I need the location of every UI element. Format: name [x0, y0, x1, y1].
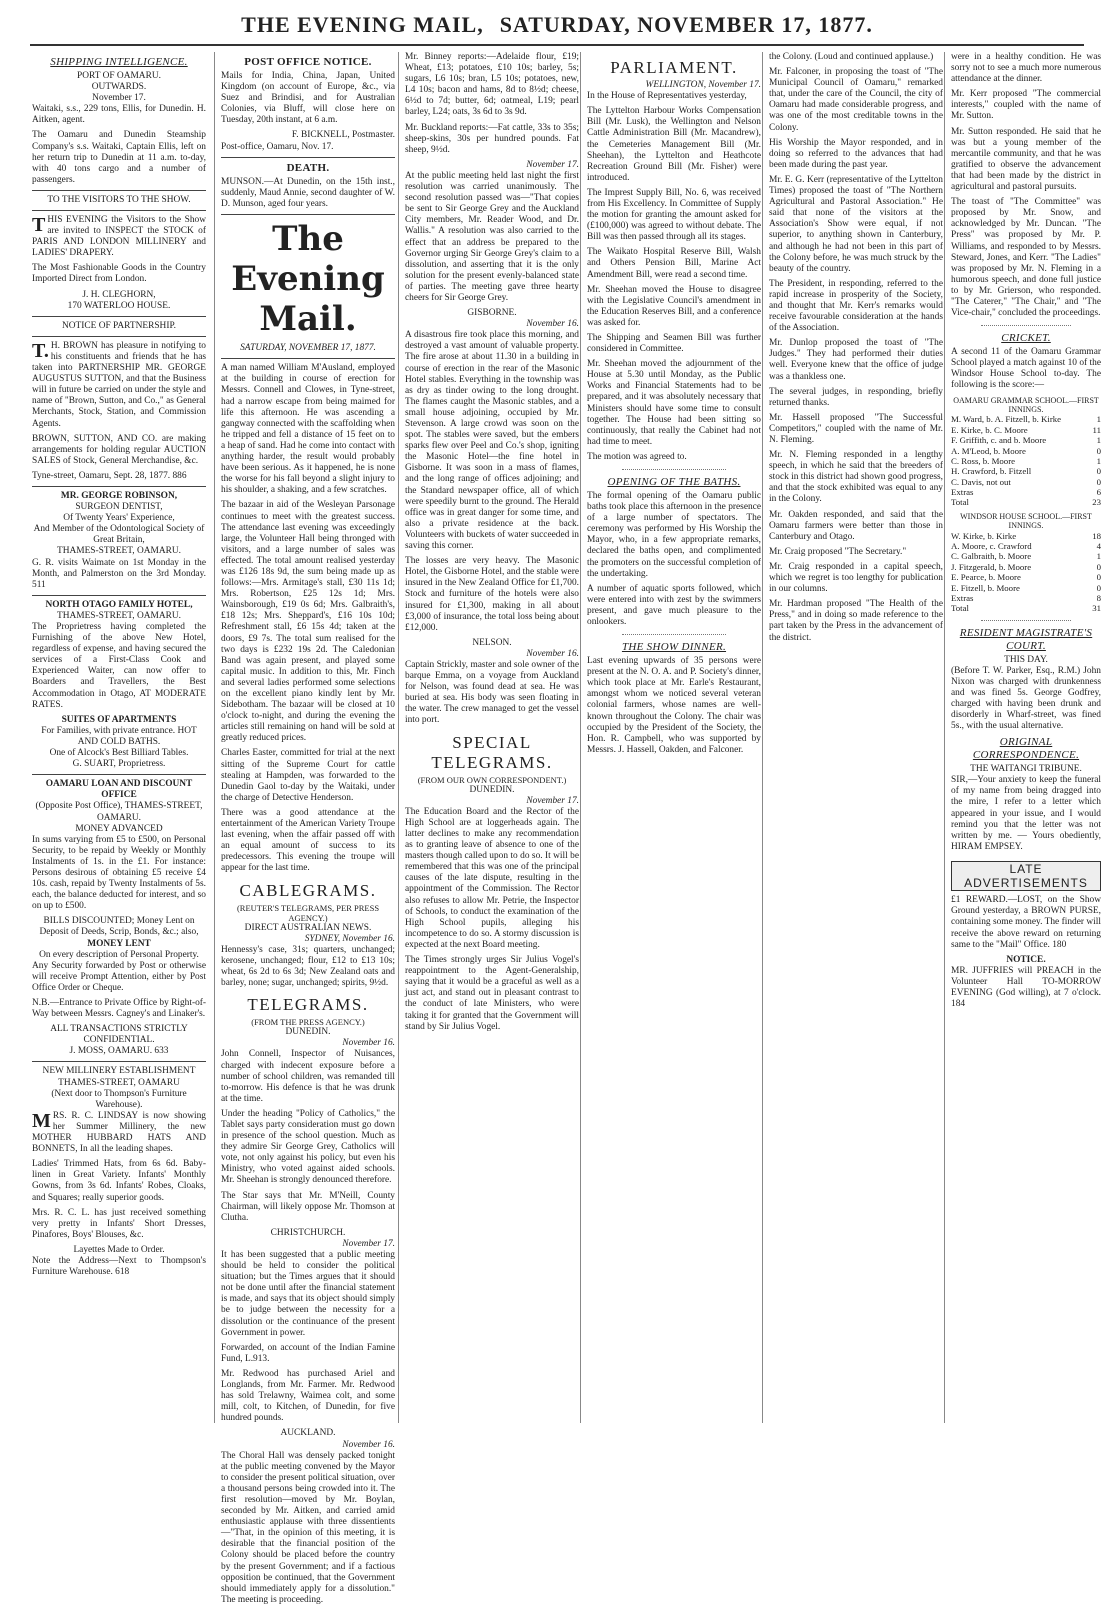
cablegrams-date: SYDNEY, November 16. — [304, 933, 395, 944]
toasts-para-3: His Worship the Mayor responded, and in doing so referred to the advances that had been made during the past year. — [769, 137, 943, 170]
dinner-heading: THE SHOW DINNER. — [621, 641, 727, 654]
parliament-para-1: In the House of Representatives yesterday, — [587, 91, 747, 102]
shipping-outwards: OUTWARDS. — [91, 82, 147, 93]
post-address: Post-office, Oamaru, Nov. 17. — [221, 141, 334, 152]
telegrams-dunedin-body-2: Under the heading "Policy of Catholics," the Tablet says party consideration must go down in presence of the school question. Much as they admire Sir George Grey, Catholics will vote, not only against his policy, but even his Ministry, who voted against aided schools. Mr. Sheehan is strongly denounced therefore. — [221, 1108, 395, 1186]
loan-lent-2: On every description of Personal Property. — [39, 949, 199, 960]
death-heading: DEATH. — [286, 161, 330, 174]
loan-money: MONEY ADVANCED — [75, 823, 163, 834]
baths-heading: OPENING OF THE BATHS. — [607, 476, 741, 489]
editorial-banner: The Evening Mail. — [231, 218, 385, 340]
batsman-runs: 1 — [1096, 551, 1101, 562]
divider — [981, 620, 1071, 621]
batsman-name: W. Kirke, b. Kirke — [951, 530, 1017, 541]
telegrams-auckland-date: November 16. — [342, 1439, 395, 1450]
masthead — [30, 12, 1084, 38]
special-body: The Education Board and the Rector of the High School are at loggerheads again. The latter declines to make any recommendation as to granting leave of absence to one of the masters though called upon to do so. It will be remembered that this was one of the principal causes of the late dispute, resulting in the appointment of the Commission. The Rector also refuses to allow Mr. Petrie, the Inspector of Schools, to conduct the examination of the High School pupils, alleging his incompetence to do so. A stormy discussion is expected at the next Board meeting. — [405, 806, 579, 950]
batsman-name: C. Ross, b. Moore — [951, 455, 1016, 466]
post-body: Mails for India, China, Japan, United Kingdom (on account of Europe, &c., via Suez and Brindisi, and for Australian Colonies, via Bluff, will close here on Tuesday, 20th instant, at 6 a.m. — [221, 70, 395, 126]
masthead-rule — [30, 44, 1084, 46]
batsman-runs: 1 — [1096, 435, 1101, 446]
partnership-heading: NOTICE OF PARTNERSHIP. — [62, 320, 176, 331]
col6-para-2: Mr. Kerr proposed "The commercial interests," coupled with the name of Mr. Sutton. — [951, 89, 1101, 122]
millinery-name: NEW MILLINERY ESTABLISHMENT — [42, 1066, 196, 1077]
divider — [622, 469, 726, 470]
parliament-heading: PARLIAMENT. — [610, 58, 738, 77]
batsman-runs: 8 — [1096, 592, 1101, 603]
score-row — [951, 425, 1101, 435]
batsman-runs: 11 — [1092, 424, 1101, 435]
post-signature: F. BICKNELL, Postmaster. — [291, 130, 395, 141]
batsman-runs: 23 — [1092, 497, 1101, 508]
cablegrams-body: Hennessy's case, 31s; quarters, unchanged; kerosene, unchanged; flour, £12 to £13 10s; wheat, 6s 2d to 6s 3d; New Zealand oats and barley, none; sugar, unchanged; spirits, 9½d. — [221, 944, 395, 989]
partnership-body: T.H. BROWN has pleasure in notifying to his constituents and friends that he has taken into PARTNERSHIP MR. GEORGE AUGUSTUS SUTTON, and that the Business will in future be carried on under the style and name of "Brown, Sutton, and Co.," as General Merchants, Stock, Station, and Commission Agents. — [32, 339, 206, 429]
shipping-line-2: The Oamaru and Dunedin Steamship Company's s.s. Waitaki, Captain Ellis, left on her return trip to Dunedin at 11 a.m. to-day, with 40 tons cargo and a number of passengers. — [32, 130, 206, 185]
score-row — [951, 583, 1101, 593]
parliament-para-5: Mr. Sheehan moved the House to disagree with the Legislative Council's amendment in the Education Reserves Bill, and a conference was asked for. — [587, 284, 761, 328]
gisborne-heading: GISBORNE. — [467, 308, 517, 319]
partnership-address: Tyne-street, Oamaru, Sept. 28, 1877. 886 — [32, 470, 187, 481]
score-row — [951, 497, 1101, 507]
death-body: MUNSON.—At Dunedin, on the 15th inst., suddenly, Maud Annie, second daughter of W. D. Munson, aged four years. — [221, 176, 395, 209]
hotel-name: NORTH OTAGO FAMILY HOTEL, — [45, 599, 193, 610]
telegrams-auckland-body: The Choral Hall was densely packed tonight at the public meeting convened by the Mayor to consider the present political situation, over a thousand persons being crowded into it. The first resolution—moved by Mr. Boylan, seconded by Mr. Aitken, and carried amid enthusiastic applause with three dissentients—"That, in the opinion of this meeting, it is desirable that the financial position of the Colony should be placed before the country by the present Government; and if a factious opposition be continued, that the Government should immediately apply for a dissolution." The meeting is proceeding. — [221, 1450, 395, 1605]
score-row — [951, 456, 1101, 466]
telegrams-christchurch-body-2: Forwarded, on account of the Indian Famine Fund, L.913. — [221, 1342, 395, 1364]
loan-note: Any Security forwarded by Post or otherwise will receive Prompt Attention, either by Post Office Order or Cheque. — [32, 960, 206, 993]
loan-nb: N.B.—Entrance to Private Office by Right-of-Way between Messrs. Cagney's and Linaker's. — [32, 998, 207, 1020]
telegrams-christchurch-date: November 17. — [342, 1238, 395, 1249]
toasts-para-9: Mr. N. Fleming responded in a lengthy speech, in which he said that the breeders of stock in this district had shown good progress, and that the stock exhibited was equal to any in the Colony. — [769, 450, 943, 505]
toasts-para-13: Mr. Hardman proposed "The Health of the Press," and in doing so made reference to the part taken by the Press in the advancement of the district. — [769, 599, 943, 643]
cricket-team-2: WINDSOR HOUSE SCHOOL.—FIRST INNINGS. — [960, 511, 1092, 531]
markets-report-2: Mr. Buckland reports:—Fat cattle, 33s to 35s; sheep-skins, 30s per hundred pounds. Fat sheep, 9½d. — [405, 122, 579, 155]
score-row — [951, 435, 1101, 445]
divider — [981, 325, 1071, 326]
divider — [32, 316, 206, 317]
divider — [32, 774, 206, 775]
column-6 — [944, 52, 1101, 1423]
visitors-body: THIS EVENING the Visitors to the Show are invited to INSPECT the STOCK of PARIS AND LONDON MILLINERY and LADIES' DRAPERY. — [32, 214, 206, 259]
cricket-heading: CRICKET. — [1001, 332, 1051, 345]
col6-para-4: The toast of "The Committee" was proposed by Mr. Snow, and acknowledged by Mr. Duncan. "The Press" was proposed by Mr. P. Williams, and responded to by Messrs. Steward, Jones, and Kerr. "The Ladies" was proposed by Mr. N. Fleming in a humorous speech, and done full justice to by Mr. Grierson, who responded. "The Caterer," "The Chair," and "The Vice-chair," concluded the proceedings. — [951, 197, 1101, 319]
telegrams-christchurch-body: It has been suggested that a public meeting should be held to consider the political situation; but the Times argues that it should not be done until after the financial statement is made, and says that its object should simply be to judge between the necessity for a dissolution or the continuance of the present Government in power. — [221, 1250, 395, 1338]
notice-heading: NOTICE. — [1006, 954, 1046, 965]
visitors-body-2: The Most Fashionable Goods in the Country Imported Direct from London. — [32, 263, 206, 285]
millinery-body: MRS. R. C. LINDSAY is now showing her Summer Millinery, the new MOTHER HUBBARD HATS AND BONNETS, In all the leading shapes. — [32, 1109, 206, 1155]
post-heading: POST OFFICE NOTICE. — [244, 56, 372, 68]
cricket-team-2-scores — [951, 531, 1101, 614]
toasts-para-6: Mr. Dunlop proposed the toast of "The Judges." They had performed their duties well. Everyone knew that the office of judge was a thankless one. — [769, 338, 943, 382]
telegrams-christchurch-body-3: Mr. Redwood has purchased Ariel and Longlands, from Mr. Farmer. Mr. Redwood has sold Trelawny, Waimea colt, and some mill, colt, to Kitchen, of Dunedin, for five hundred pounds. — [221, 1368, 395, 1424]
toasts-para-11: Mr. Craig proposed "The Secretary." — [769, 546, 907, 557]
millinery-layettes: Layettes Made to Order. — [73, 1244, 165, 1255]
cablegrams-sub: (REUTER'S TELEGRAMS, PER PRESS AGENCY.) — [236, 902, 380, 923]
cricket-team-1: OAMARU GRAMMAR SCHOOL.—FIRST INNINGS. — [953, 395, 1099, 414]
dentist-name: MR. GEORGE ROBINSON, — [60, 490, 178, 501]
gisborne-body-2: The losses are very heavy. The Masonic Hotel, the Gisborne Hotel, and the stable were insured in the New Zealand Office for £1,700. Stock and furniture of the hotels were also insured for £1,300, making in all about £3,000 of insurance, the total loss being about £12,000. — [405, 556, 579, 633]
divider — [221, 157, 395, 158]
batsman-name: A. M'Leod, b. Moore — [951, 445, 1026, 456]
score-row — [951, 551, 1101, 561]
batsman-name: E. Pearce, b. Moore — [951, 572, 1021, 583]
batsman-runs: 6 — [1096, 487, 1101, 497]
meeting-body: At the public meeting held last night the first resolution was carried unanimously. The second resolution passed was—"That copies be sent to Sir George Grey and the Auckland City members, Mr. Reader Wood, and Dr. Wallis." A resolution was also carried to the effect that an address be prepared to the Governor urging Sir George Grey's claim to a dissolution, and asserting that it is the only solution for the present evenly-balanced state of parties. The meeting gave three hearty cheers for Sir George Grey. — [405, 170, 579, 303]
dentist-line-1: Of Twenty Years' Experience, — [63, 513, 175, 524]
divider — [32, 190, 206, 191]
loan-bills: BILLS DISCOUNTED; Money Lent on Deposit of Deeds, Scrip, Bonds, &c.; also, — [39, 916, 199, 938]
hotel-billiard: One of Alcock's Best Billiard Tables. — [49, 748, 189, 759]
editorial-para-4: There was a good attendance at the entertainment of the American Variety Troupe last evening, when the affair passed off with an equal amount of success to its predecessors. This evening the troupe will appear for the last time. — [221, 807, 395, 874]
millinery-address-2: Note the Address—Next to Thompson's Furniture Warehouse. 618 — [32, 1255, 206, 1278]
score-row — [951, 562, 1101, 572]
notice-body: MR. JUFFRIES will PREACH in the Volunteer Hall TO-MORROW EVENING (God willing), at 7 o'clock. 184 — [951, 965, 1101, 1010]
toasts-para-2: Mr. Falconer, in proposing the toast of "The Municipal Council of Oamaru," remarked that, under the care of the Council, the city of Oamaru had made considerable progress, and was one of the most creditable towns in the Colony. — [769, 67, 943, 133]
toasts-para-4: Mr. E. G. Kerr (representative of the Lyttelton Times) proposed the toast of "The Northern Agricultural and Pastoral Association." He said that none of the visitors at the Association's Show were equal, if not superior, to anything shown in Canterbury, and although he had not been in this part of the Colony before, he was much struck by the beauty of the country. — [769, 174, 943, 274]
column-3 — [398, 52, 579, 1423]
divider — [32, 595, 206, 596]
score-row — [951, 477, 1101, 487]
batsman-runs: 0 — [1096, 466, 1101, 477]
visitors-signature: J. H. CLEGHORN, — [82, 289, 156, 300]
special-body-2: The Times strongly urges Sir Julius Vogel's reappointment to the Agent-Generalship, saying that it would be a graceful as well as a just act, and stand out in pleasant contrast to the conduct of late Ministers, who were taking it for granted that the Government will stand by Sir Julius Vogel. — [405, 955, 579, 1032]
visitors-heading: TO THE VISITORS TO THE SHOW. — [47, 194, 191, 205]
shipping-heading: SHIPPING INTELLIGENCE. — [50, 56, 188, 68]
batsman-name: Total — [951, 603, 969, 614]
column-4 — [580, 52, 761, 1423]
meeting-date: November 17. — [526, 159, 579, 170]
score-row — [951, 531, 1101, 541]
court-day: THIS DAY. — [1004, 654, 1048, 665]
markets-report: Mr. Binney reports:—Adelaide flour, £19; Wheat, £13; potatoes, £10 10s; barley, 5s; sugars, L6 10s; bran, L5 10s; potatoes, new, L4 10s; bacon and hams, 8d to 8½d; cheese, 6½d to 7d; butter, 6d; oatmeal, L19; pearl barley, L24; oats, 3s 6d to 3s 9d. — [405, 52, 579, 118]
dinner-body: Last evening upwards of 35 persons were present at the N. O. A. and P. Society's dinner, which took place at Mr. Earle's Restaurant, amongst whom we noticed several veteran colonial farmers, whose names are well-known throughout the Colony. The chair was occupied by the President of the Society, the Hon. R. Campbell, who was supported by Messrs. J. Hassell, Oakden, and Falconer. — [587, 656, 761, 755]
score-row — [951, 572, 1101, 582]
toasts-para-12: Mr. Craig responded in a capital speech, which we regret is too lengthy for publication in our columns. — [769, 561, 943, 595]
col6-para-3: Mr. Sutton responded. He said that he was but a young member of the mercantile community, and that he was gratified to observe the advancement that had been made by the district in agricultural and pastoral pursuits. — [951, 126, 1101, 193]
millinery-address: THAMES-STREET, OAMARU — [58, 1077, 180, 1088]
parliament-para-3: The Imprest Supply Bill, No. 6, was received from His Excellency. In Committee of Supply the motion for granting the amount asked for (£100,000) was agreed to without debate. The Bill was then passed through all its stages. — [587, 187, 761, 243]
loan-name: OAMARU LOAN AND DISCOUNT OFFICE — [45, 779, 193, 801]
batsman-name: C. Galbraith, b. Moore — [951, 551, 1032, 562]
batsman-name: E. Fitzell, b. Moore — [951, 582, 1020, 593]
batsman-runs: 18 — [1092, 530, 1101, 541]
special-sub: (FROM OUR OWN CORRESPONDENT.) — [417, 774, 567, 785]
partnership-body-2: BROWN, SUTTON, AND CO. are making arrangements for holding regular AUCTION SALES of Stock, General Merchandise, &c. — [32, 433, 206, 466]
cricket-team-1-scores — [951, 414, 1101, 507]
parliament-para-7: Mr. Sheehan moved the adjournment of the House at 5.30 until Monday, as the Public Works and Financial Statements had to be prepared, and it was absolutely necessary that Ministers should have some time to consult together. The House had been sitting so continuously, that really the Cabinet had not had time to meet. — [587, 359, 761, 447]
masthead-title: THE EVENING MAIL, — [241, 12, 484, 37]
special-date: November 17. — [526, 795, 579, 806]
divider — [32, 1061, 206, 1062]
divider — [32, 336, 206, 337]
batsman-runs: 0 — [1096, 476, 1101, 487]
correspondence-heading: ORIGINAL CORRESPONDENCE. — [972, 736, 1080, 762]
batsman-runs: 0 — [1096, 572, 1101, 583]
late-ads-body: £1 REWARD.—LOST, on the Show Ground yesterday, a BROWN PURSE, containing some money. The finder will receive the above reward on returning same to the "Mail" Office. 180 — [951, 895, 1101, 950]
divider — [32, 486, 206, 487]
millinery-list: Ladies' Trimmed Hats, from 6s 6d. Baby-linen in Great Variety. Infants' Monthly Gowns, from 3s 6d. Infants' Robes, Cloaks, and Squares; really superior goods. — [32, 1159, 206, 1203]
hotel-address: THAMES-STREET, OAMARU. — [56, 610, 182, 621]
toasts-para-7: The several judges, in responding, briefly returned thanks. — [769, 386, 943, 408]
batsman-runs: 0 — [1096, 445, 1101, 456]
shipping-port: PORT OF OAMARU. — [77, 70, 161, 81]
score-row — [951, 466, 1101, 476]
score-row — [951, 414, 1101, 424]
column-5 — [762, 52, 943, 1423]
batsman-name: Extras — [951, 592, 974, 603]
parliament-para-4: The Waikato Hospital Reserve Bill, Walsh and Others Pension Bill, Marine Act Amendment Bill, were read a second time. — [587, 247, 761, 280]
dentist-title: SURGEON DENTIST, — [75, 502, 163, 513]
batsman-name: A. Moore, c. Crawford — [951, 541, 1032, 551]
correspondence-sub: THE WAITANGI TRIBUNE. — [970, 764, 1082, 775]
batsman-name: M. Ward, b. A. Fitzell, b. Kirke — [951, 414, 1062, 425]
score-row — [951, 487, 1101, 497]
visitors-address: 170 WATERLOO HOUSE. — [67, 300, 171, 311]
batsman-name: Total — [951, 497, 969, 508]
batsman-name: Extras — [951, 487, 974, 497]
gisborne-body: A disastrous fire took place this morning, and destroyed a vast amount of valuable property. The fire arose at about 11.30 in a building in course of erection in the rear of the Masonic Hotel stables. Everything in the township was as dry as tinder owing to the long drought. The flames caught the Masonic stables, and a small house adjoining, occupied by Mr. Stevenson. A large crowd was soon on the spot. The stables were saved, but the embers sparks flew over Peel and Co.'s shop, igniting the Masonic Hotel—the fine hotel in Gisborne. It was soon in a mass of flames, and the long range of offices adjoining; and the Standard newspaper office, all of which were speedily burnt to the ground. The Herald office was in great danger for some time, and also a private residence at the back. Volunteers with buckets of water succeeded in saving this corner. — [405, 330, 579, 552]
editorial-para-1: A man named William M'Ausland, employed at the building in course of erection for Messrs. Connell and Clowes, in Tyne-street, had a narrow escape from being maimed for life this afternoon. He was ascending a gangway connected with the scaffolding when he tripped and fell a distance of 15 feet on to a heap of sand. Had he come into contact with anything harder, the result would probably have been serious. As it happened, he is none the worse for his fall beyond a slight injury to his shoulder, a shaking, and a few scratches. — [221, 363, 395, 496]
loan-body: In sums varying from £5 to £500, on Personal Security, to be repaid by Weekly or Monthly Instalments of 1s. in the £1. For instance: Persons desirous of obtaining £5 receive £4 10s. cash, repaid by Twenty Instalments of 5s. each, the balance deducted for interest, and so on up to £500. — [32, 834, 206, 912]
telegrams-heading: TELEGRAMS. — [247, 995, 369, 1015]
dentist-line-2: And Member of the Odontological Society of Great Britain, — [33, 524, 205, 546]
toasts-para-5: The President, in responding, referred to the rapid increase in prosperity of the Society, and thought that Mr. Kerr's remarks would receive favourable consideration at the hands of the Association. — [769, 278, 943, 334]
parliament-para-8: The motion was agreed to. — [587, 451, 687, 462]
court-heading: RESIDENT MAGISTRATE'S COURT. — [959, 626, 1093, 652]
late-ads-heading: LATE ADVERTISEMENTS — [951, 861, 1101, 891]
parliament-date: WELLINGTON, November 17. — [645, 80, 761, 91]
cablegrams-heading: CABLEGRAMS. — [239, 880, 377, 900]
batsman-runs: 1 — [1096, 455, 1101, 466]
loan-signature: J. MOSS, OAMARU. 633 — [69, 1046, 169, 1057]
toasts-para-8: Mr. Hassell proposed "The Successful Competitors," coupled with the name of Mr. N. Fleming. — [769, 412, 943, 445]
batsman-runs: 1 — [1096, 414, 1101, 425]
toasts-para-10: Mr. Oakden responded, and said that the Oamaru farmers were better than those in Canterbury and Otago. — [769, 509, 943, 542]
batsman-name: J. Fitzgerald, b. Moore — [951, 561, 1032, 572]
hotel-suites-2: For Families, with private entrance. HOT AND COLD BATHS. — [41, 725, 197, 747]
shipping-line-1: Waitaki, s.s., 229 tons, Ellis, for Dunedin. H. Aitken, agent. — [32, 104, 206, 126]
score-row — [951, 541, 1101, 551]
batsman-runs: 4 — [1096, 541, 1101, 551]
cricket-body: A second 11 of the Oamaru Grammar School played a match against 10 of the Windsor House School to-day. The following is the score:— — [951, 347, 1101, 391]
hotel-signature: G. SUART, Proprietress. — [72, 759, 166, 770]
loan-lent: MONEY LENT — [87, 938, 151, 949]
parliament-para-6: The Shipping and Seamen Bill was further considered in Committee. — [587, 333, 761, 355]
divider — [221, 358, 395, 359]
masthead-date: SATURDAY, NOVEMBER 17, 1877. — [499, 12, 873, 37]
telegrams-sub: (FROM THE PRESS AGENCY.) — [251, 1017, 365, 1028]
batsman-runs: 0 — [1096, 582, 1101, 593]
editorial-date: SATURDAY, NOVEMBER 17, 1877. — [240, 343, 376, 354]
hotel-body: The Proprietress having completed the Furnishing of the above New Hotel, regardless of expense, and having secured the services of a First-Class Cook and Experienced Waiter, can now offer to Boarders and Travellers, the Best Accommodation in Otago, AT MODERATE RATES. — [32, 622, 206, 710]
dentist-note: G. R. visits Waimate on 1st Monday in the Month, and Palmerston on the 3rd Monday. 511 — [32, 557, 206, 590]
score-row — [951, 603, 1101, 613]
hotel-suites: SUITES OF APARTMENTS — [61, 714, 177, 725]
parliament-para-2: The Lyttelton Harbour Works Compensation Bill (Mr. Lusk), the Wellington and Nelson Cattle Administration Bill (Mr. Macandrew), the Cemeteries Management Bill (Mr. Sheehan), the Lyttelton and Heathcote Recreation Ground Bill (Mr. Fisher) were introduced. — [587, 106, 761, 183]
editorial-para-3: Charles Easter, committed for trial at the next sitting of the Supreme Court for cattle stealing at Hampden, was forwarded to the Dunedin Gaol to-day by the Waitaki, under the charge of Detective Henderson. — [221, 748, 395, 803]
special-dunedin: DUNEDIN. — [469, 784, 515, 795]
batsman-name: C. Davis, not out — [951, 476, 1011, 487]
toasts-para-1: the Colony. (Loud and continued applause.) — [769, 52, 934, 62]
divider — [32, 210, 206, 211]
nelson-date: November 16. — [526, 648, 579, 659]
divider — [622, 634, 726, 635]
column-1 — [32, 52, 206, 1423]
batsman-runs: 31 — [1092, 603, 1101, 614]
batsman-name: E. Kirke, b. C. Moore — [951, 424, 1028, 435]
column-2 — [214, 52, 395, 1605]
millinery-sub: (Next door to Thompson's Furniture Warehouse). — [51, 1088, 187, 1110]
col6-para-1: were in a healthy condition. He was sorry not to see a much more numerous attendance at the dinner. — [951, 52, 1101, 85]
millinery-note: Mrs. R. C. L. has just received something very pretty in Infants' Short Dresses, Pinafores, Boys' Blouses, &c. — [32, 1207, 206, 1240]
telegrams-dunedin-date: November 16. — [342, 1038, 395, 1049]
shipping-date: November 17. — [92, 93, 146, 104]
telegrams-auckland: AUCKLAND. — [280, 1428, 336, 1439]
telegrams-dunedin: DUNEDIN. — [285, 1027, 331, 1038]
score-row — [951, 593, 1101, 603]
nelson-heading: NELSON. — [472, 637, 512, 648]
nelson-body: Captain Strickly, master and sole owner of the barque Emma, on a voyage from Auckland for Nelson, was found dead at sea. He was buried at sea. His body was seen floating in the water. The crew managed to get the vessel into port. — [405, 659, 579, 726]
court-body: (Before T. W. Parker, Esq., R.M.) John Nixon was charged with drunkenness and was fined 5s. George Godfrey, charged with having been drunk and disorderly in Wharf-street, was fined 5s., with the usual alternative. — [951, 665, 1101, 732]
cablegrams-sub-2: DIRECT AUSTRALIAN NEWS. — [244, 922, 372, 933]
divider — [221, 214, 395, 215]
dentist-address: THAMES-STREET, OAMARU. — [56, 546, 182, 557]
loan-confidential: ALL TRANSACTIONS STRICTLY CONFIDENTIAL. — [50, 1024, 188, 1046]
correspondence-body: SIR,—Your anxiety to keep the funeral of my name from being dragged into the mire, I refer to a letter which appeared in your issue, and I would remind you that the letter was not written by me. — Yours obediently, HIRAM EMPSEY. — [951, 775, 1101, 852]
gisborne-date: November 16. — [526, 319, 579, 330]
special-heading: SPECIAL TELEGRAMS. — [431, 732, 553, 772]
baths-body: The formal opening of the Oamaru public baths took place this afternoon in the presence of a large number of spectators. The ceremony was performed by His Worship the Mayor, who, in a few appropriate remarks, declared the baths open, and complimented the promoters on the successful completion of the undertaking. — [587, 491, 761, 579]
editorial-para-2: The bazaar in aid of the Wesleyan Parsonage continues to meet with the greatest success. The attendance last evening was exceedingly large, the Volunteer Hall being thronged with visitors, and a large number of sales was effected. The total amount realised yesterday was £126 18s 9d, the sum being made up as follows:—Mrs. Armitage's stall, £30 11s 1d; Mrs. Robertson, £25 12s 1d; Mrs. Wainsborough, £19 0s 6d; Mrs. Galbraith's, £18 12s; Mrs. Sheppard's, £16 10s 10d; Refreshment stall, £6 15s 4d; taken at the doors, £9 7s. The total sum realised for the two days is £232 19s 2d. The Caledonian Band was again present, and played some capital music. In addition to this, Mr. Finch and several ladies performed some selections on the excellent piano kindly lent by Mr. Sidebotham. The bazaar will be closed at 10 o'clock to-night, and during the evening the articles still remaining on hand will be sold at greatly reduced prices. — [221, 500, 395, 744]
telegrams-christchurch: CHRISTCHURCH. — [270, 1227, 346, 1238]
telegrams-dunedin-body: John Connell, Inspector of Nuisances, charged with indecent exposure before a number of school children, was remanded till to-morrow. His defence is that he was drunk at the time. — [221, 1049, 395, 1104]
baths-body-2: A number of aquatic sports followed, which were entered into with zest by the swimmers present, and gave much pleasure to the onlookers. — [587, 583, 761, 628]
score-row — [951, 446, 1101, 456]
batsman-name: F. Griffith, c. and b. Moore — [951, 435, 1047, 446]
telegrams-dunedin-body-3: The Star says that Mr. M'Neill, County Chairman, will likely oppose Mr. Thomson at Clutha. — [221, 1190, 395, 1223]
batsman-runs: 0 — [1096, 561, 1101, 572]
batsman-name: H. Crawford, b. Fitzell — [951, 466, 1032, 477]
loan-sub: (Opposite Post Office), THAMES-STREET, OAMARU. — [35, 801, 203, 823]
